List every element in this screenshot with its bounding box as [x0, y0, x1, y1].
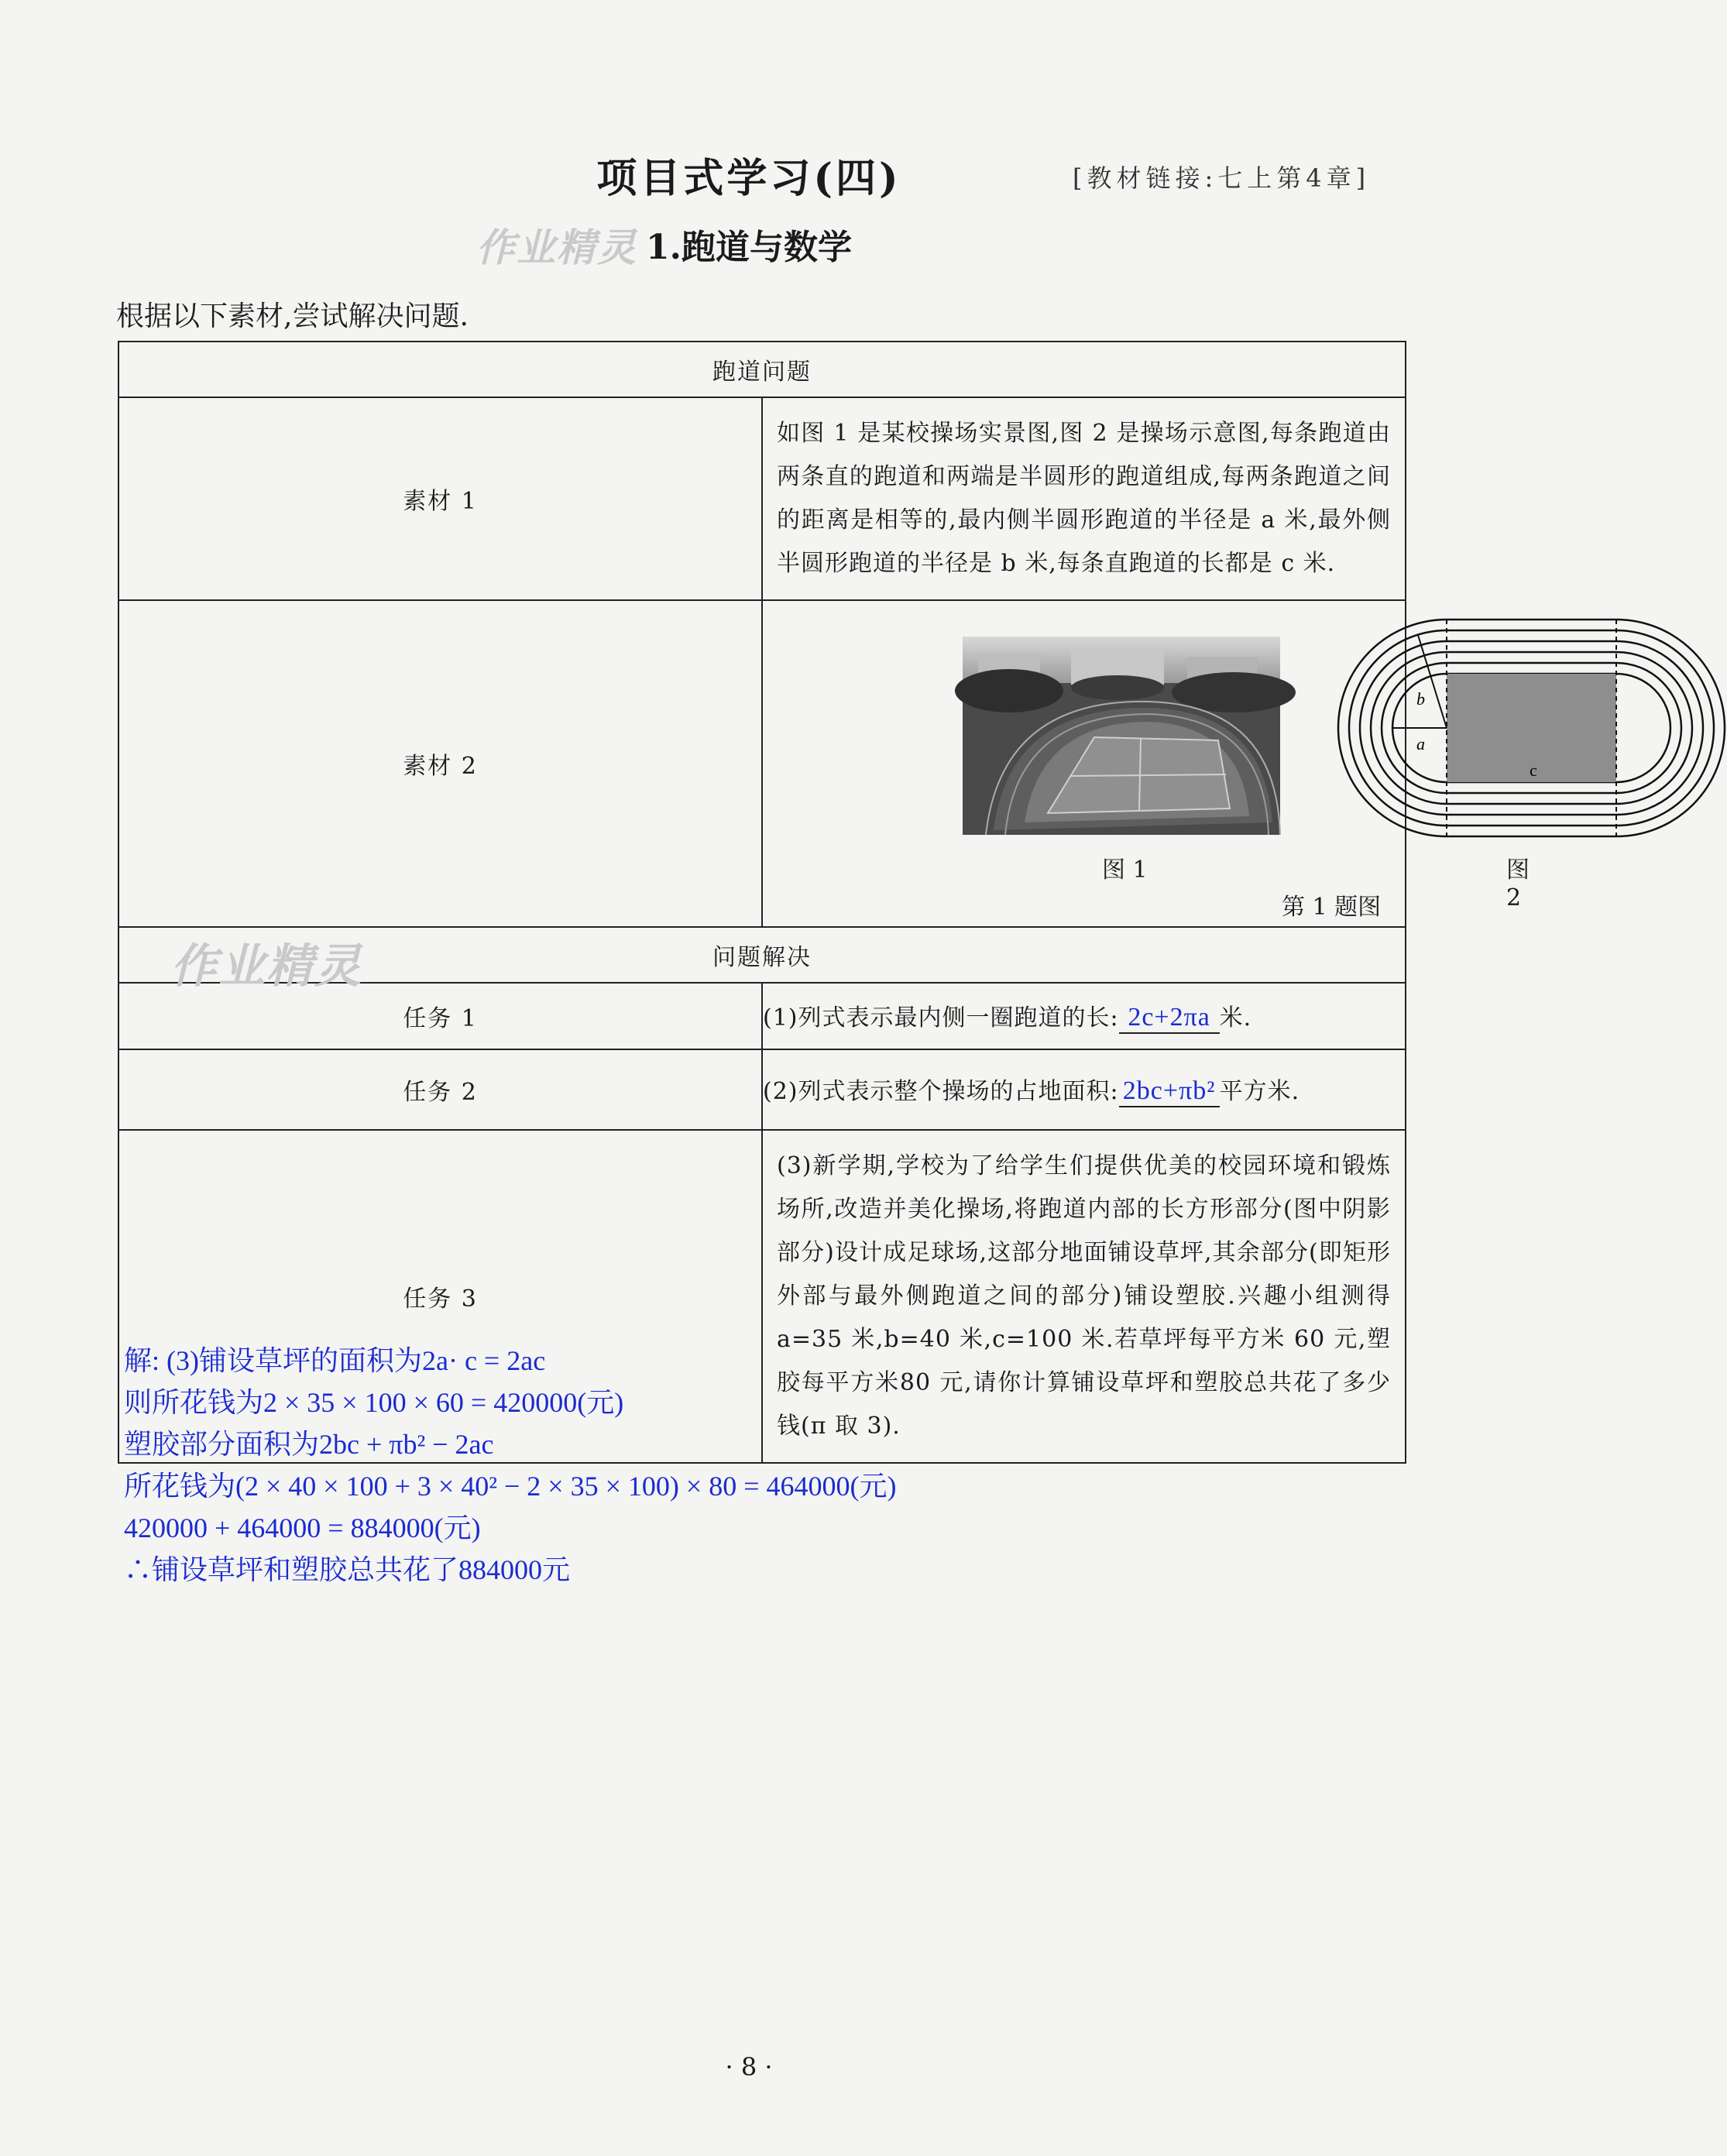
intro-text: 根据以下素材,尝试解决问题.	[116, 300, 469, 332]
solution-line: 所花钱为(2 × 40 × 100 + 3 × 40² − 2 × 35 × 100) × 80 = 464000(元)	[124, 1471, 897, 1502]
task-3-text: (3)新学期,学校为了给学生们提供优美的校园环境和锻炼场所,改造并美化操场,将跑道内部的长方形部分(图中阴影部分)设计成足球场,这部分地面铺设草坪,其余部分(即矩形外部与最外侧跑道之间的部分)铺设塑胶.兴趣小组测得 a=35 米,b=40 米,c=100 米.若草坪每平方米 60 元,塑胶每平方米80 元,请你计算铺设草坪和塑胶总共花了多少钱(π 取 3).	[777, 1152, 1391, 1440]
task-1-text: (1)列式表示最内侧一圈跑道的长:	[763, 1004, 1119, 1032]
track-diagram	[1336, 612, 1727, 844]
material-1-text: 如图 1 是某校操场实景图,图 2 是操场示意图,每条跑道由两条直的跑道和两端是半圆形的跑道组成,每两条跑道之间的距离是相等的,最内侧半圆形跑道的半径是 a 米,最外侧半圆形跑道的半径是 b 米,每条直跑道的长都是 c 米.	[777, 420, 1391, 577]
solution-line: 解: (3)铺设草坪的面积为2a· c = 2ac	[124, 1345, 546, 1376]
solution-line: 420000 + 464000 = 884000(元)	[124, 1512, 481, 1543]
figure-caption: 第 1 题图	[1282, 894, 1382, 921]
task-1-suffix: 米.	[1219, 1004, 1252, 1032]
label-b: b	[1416, 689, 1425, 709]
subtitle: 1.跑道与数学	[646, 228, 852, 267]
task-2-label: 任务 2	[118, 1049, 762, 1130]
solution-line: ∴铺设草坪和塑胶总共花了884000元	[124, 1554, 571, 1585]
solution-line: 则所花钱为2 × 35 × 100 × 60 = 420000(元)	[124, 1387, 624, 1418]
label-a: a	[1416, 734, 1425, 754]
section-header-runway: 跑道问题	[118, 342, 1406, 397]
solution-line: 塑胶部分面积为2bc + πb² − 2ac	[124, 1429, 494, 1460]
page-number: · 8 ·	[725, 2052, 773, 2082]
figures-area	[763, 601, 1537, 926]
material-2-label: 素材 2	[118, 600, 762, 927]
task-1-answer: 2c+2πa	[1119, 1003, 1220, 1034]
watermark-2: 作业精灵	[170, 939, 362, 994]
fig2-caption: 图 2	[1506, 857, 1530, 911]
task-2-suffix: 平方米.	[1219, 1078, 1300, 1105]
page-title: 项目式学习(四)	[596, 155, 901, 202]
material-1-label: 素材 1	[118, 397, 762, 600]
section-header-solve: 问题解决	[118, 927, 1406, 983]
problem-table	[118, 341, 1537, 1464]
task-3-label: 任务 3	[118, 1130, 762, 1463]
task-1-label: 任务 1	[118, 983, 762, 1049]
fig1-caption: 图 1	[1102, 857, 1148, 884]
task-2-text: (2)列式表示整个操场的占地面积:	[763, 1078, 1119, 1105]
watermark: 作业精灵	[476, 225, 637, 270]
solution-block	[124, 1340, 896, 1591]
textbook-link: [教材链接:七上第4章]	[1073, 163, 1371, 193]
task-2-answer: 2bc+πb²	[1119, 1076, 1220, 1107]
field-photo	[963, 637, 1280, 835]
label-c: c	[1530, 760, 1537, 780]
